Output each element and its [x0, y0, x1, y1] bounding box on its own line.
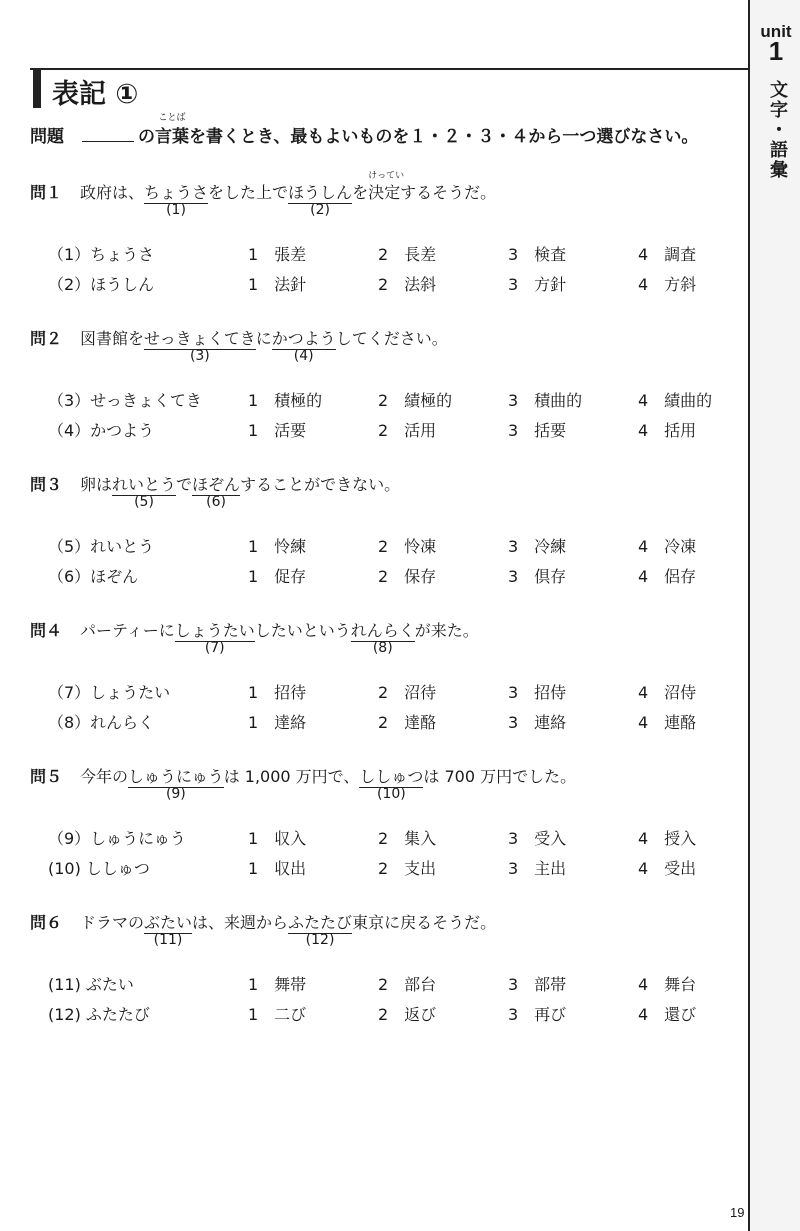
answer-option[interactable]: 1 活要: [248, 421, 307, 440]
choice-row-label: （2）ほうしん: [48, 275, 155, 294]
question-1: [30, 171, 730, 294]
answer-option[interactable]: 1 積極的: [248, 391, 323, 410]
blank-number: (1): [166, 202, 186, 218]
sentence-text: するそうだ。: [400, 183, 497, 202]
underlined-word: かつよう (4): [272, 326, 336, 350]
answer-option[interactable]: 2 返び: [378, 1005, 437, 1024]
choice-row-label: （1）ちょうさ: [48, 245, 155, 264]
ruby-reading: けってい: [368, 171, 405, 181]
question-number: 問４: [30, 621, 63, 640]
answer-option[interactable]: 2 支出: [378, 859, 437, 878]
blank-number: (9): [165, 786, 186, 802]
sentence-text: 政府は、: [80, 183, 145, 202]
sentence-text: 図書館を: [80, 329, 145, 348]
answer-option[interactable]: 2 保存: [378, 567, 437, 586]
choice-row-label: （8）れんらく: [48, 713, 155, 732]
sentence-text: ドラマの: [80, 913, 145, 932]
answer-option[interactable]: 2 怜凍: [378, 537, 437, 556]
blank-number: (8): [372, 640, 393, 656]
ruby-base: 言葉: [155, 127, 189, 147]
blank-line: [82, 124, 134, 142]
answer-option[interactable]: 3 連絡: [508, 713, 567, 732]
underlined-word: ふたたび (12): [288, 910, 352, 934]
answer-option[interactable]: 2 績極的: [378, 391, 453, 410]
page-title: 表記 ①: [52, 79, 139, 110]
ruby-base: 決定: [368, 183, 401, 202]
answer-option[interactable]: 2 部台: [378, 975, 437, 994]
answer-option[interactable]: 3 主出: [508, 859, 567, 878]
question-3: [30, 472, 730, 586]
underlined-word: ほうしん (2): [288, 180, 352, 204]
answer-option[interactable]: 3 招侍: [508, 683, 567, 702]
question-number: 問５: [30, 767, 63, 786]
sentence-text: をした上で: [208, 183, 289, 202]
answer-option[interactable]: 3 方針: [508, 275, 567, 294]
question-sentence: [30, 910, 730, 948]
question-sentence: [30, 171, 730, 218]
choice-row-label: （5）れいとう: [48, 537, 155, 556]
underlined-word: しゅうにゅう (9): [128, 764, 224, 788]
answer-option[interactable]: 3 再び: [508, 1005, 567, 1024]
answer-option[interactable]: 2 活用: [378, 421, 437, 440]
question-5: [30, 764, 730, 878]
question-sentence: [30, 618, 730, 656]
blank-number: (10): [377, 786, 406, 802]
answer-option[interactable]: 4 舞台: [638, 975, 697, 994]
answer-option[interactable]: 1 舞帯: [248, 975, 307, 994]
sentence-text: 卵は: [80, 475, 113, 494]
header-rule: [30, 68, 750, 70]
choice-row-label: (11) ぶたい: [48, 975, 134, 994]
choice-row-label: （9）しゅうにゅう: [48, 829, 186, 848]
answer-option[interactable]: 3 部帯: [508, 975, 567, 994]
answer-option[interactable]: 2 法斜: [378, 275, 437, 294]
instructions-text-2: を書くとき、最もよいものを１・２・３・４から一つ選びなさい。: [189, 127, 699, 147]
answer-option[interactable]: 3 積曲的: [508, 391, 583, 410]
answer-option[interactable]: 2 沼待: [378, 683, 437, 702]
choice-row-label: (10) ししゅつ: [48, 859, 150, 878]
sentence-text: 東京に戻るそうだ。: [352, 913, 497, 932]
answer-option[interactable]: 3 検査: [508, 245, 567, 264]
section-title-vertical: 文字・語彙: [767, 80, 788, 180]
unit-number: 1: [768, 36, 784, 66]
sentence-text: することができない。: [240, 475, 401, 494]
answer-option[interactable]: 2 集入: [378, 829, 437, 848]
choice-row-label: (12) ふたたび: [48, 1005, 150, 1024]
sentence-text: したいという: [254, 621, 351, 640]
title-marker: [33, 70, 41, 108]
choice-row-label: （7）しょうたい: [48, 683, 171, 702]
answer-option[interactable]: 4 受出: [638, 859, 697, 878]
answer-option[interactable]: 4 績曲的: [638, 391, 713, 410]
answer-option[interactable]: 1 収入: [248, 829, 307, 848]
question-sentence: [30, 472, 730, 510]
answer-option[interactable]: 1 張差: [248, 245, 307, 264]
blank-number: (11): [153, 932, 183, 948]
sentence-text: は、来週から: [192, 913, 289, 932]
underlined-word: れいとう (5): [112, 472, 176, 496]
question-number: 問３: [30, 475, 63, 494]
answer-option[interactable]: 3 冷練: [508, 537, 567, 556]
answer-option[interactable]: 4 還び: [638, 1005, 697, 1024]
sentence-text: で: [176, 475, 193, 494]
blank-number: (5): [134, 494, 154, 510]
answer-option[interactable]: 4 侶存: [638, 567, 697, 586]
answer-option[interactable]: 1 二び: [248, 1005, 307, 1024]
answer-option[interactable]: 3 括要: [508, 421, 567, 440]
side-tab: [748, 0, 800, 1231]
choice-row-label: （6）ほぞん: [48, 567, 139, 586]
answer-option[interactable]: 1 法針: [248, 275, 307, 294]
answer-option[interactable]: 4 連酪: [638, 713, 697, 732]
blank-number: (4): [293, 348, 314, 364]
blank-number: (3): [189, 348, 210, 364]
question-sentence: [30, 764, 730, 802]
answer-option[interactable]: 4 授入: [638, 829, 697, 848]
ruby-word: [155, 113, 189, 147]
ruby-reading: ことば: [158, 113, 186, 123]
instructions-label: 問題: [30, 127, 64, 147]
underlined-word: しょうたい (7): [175, 618, 255, 642]
answer-option[interactable]: 1 招待: [248, 683, 307, 702]
page-number: 19: [730, 1205, 745, 1220]
sentence-text: は 1,000 万円で、: [223, 767, 360, 786]
underlined-word: れんらく (8): [351, 618, 415, 642]
question-4: [30, 618, 730, 732]
instructions: [30, 113, 699, 147]
answer-option[interactable]: 1 促存: [248, 567, 307, 586]
answer-option[interactable]: 3 受入: [508, 829, 567, 848]
choice-row-label: （3）せっきょくてき: [48, 391, 202, 410]
underlined-word: ぶたい (11): [144, 910, 192, 934]
sentence-text: してください。: [335, 329, 448, 348]
answer-option[interactable]: 1 怜練: [248, 537, 307, 556]
sentence-text: を: [352, 183, 369, 202]
sentence-text: が来た。: [414, 621, 479, 640]
underlined-word: ちょうさ (1): [144, 180, 208, 204]
question-number: 問１: [30, 183, 63, 202]
answer-option[interactable]: 4 沼侍: [638, 683, 697, 702]
unit-label: unit: [760, 22, 792, 41]
answer-option[interactable]: 2 達酪: [378, 713, 437, 732]
sentence-text: に: [255, 329, 272, 348]
blank-number: (6): [206, 494, 226, 510]
question-sentence: [30, 326, 730, 364]
answer-option[interactable]: 1 達絡: [248, 713, 307, 732]
question-2: [30, 326, 730, 440]
sentence-text: パーティーに: [80, 621, 175, 640]
underlined-word: ししゅつ (10): [359, 764, 423, 788]
underlined-word: ほぞん (6): [192, 472, 240, 496]
question-number: 問２: [30, 329, 63, 348]
choice-row-label: （4）かつよう: [48, 421, 155, 440]
answer-option[interactable]: 4 調査: [638, 245, 697, 264]
blank-number: (2): [310, 202, 330, 218]
sentence-text: 今年の: [80, 767, 129, 786]
sentence-text: は 700 万円でした。: [423, 767, 577, 786]
blank-number: (7): [204, 640, 225, 656]
answer-option[interactable]: 3 倶存: [508, 567, 567, 586]
answer-option[interactable]: 4 括用: [638, 421, 697, 440]
underlined-word: せっきょくてき (3): [144, 326, 256, 350]
question-number: 問６: [30, 913, 63, 932]
answer-option[interactable]: 4 方斜: [638, 275, 697, 294]
instructions-text-1: の: [138, 127, 155, 147]
answer-option[interactable]: 1 収出: [248, 859, 307, 878]
ruby-word: [368, 171, 405, 203]
answer-option[interactable]: 2 長差: [378, 245, 437, 264]
blank-number: (12): [305, 932, 335, 948]
answer-option[interactable]: 4 冷凍: [638, 537, 697, 556]
question-6: [30, 910, 730, 1024]
